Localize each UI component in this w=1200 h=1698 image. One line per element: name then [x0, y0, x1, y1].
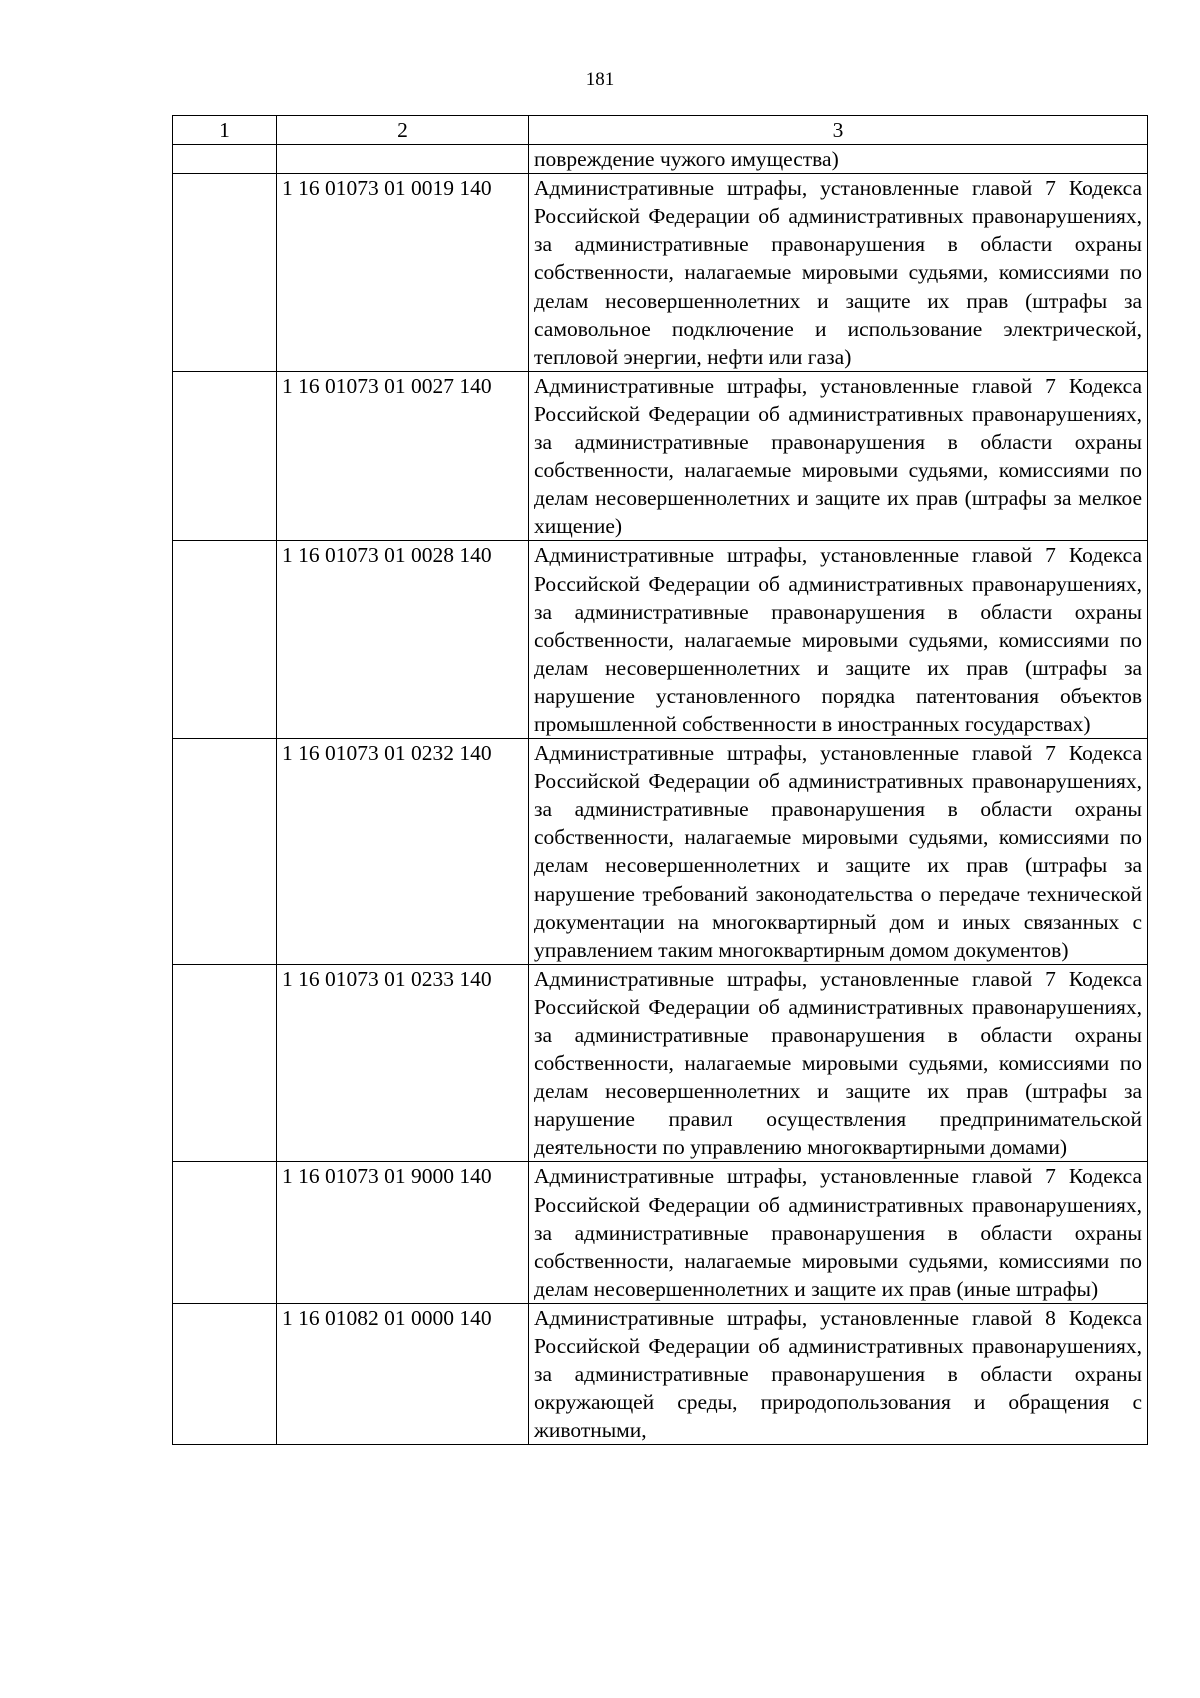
table-row: [173, 739, 1148, 965]
classification-code-cell: 1 16 01082 01 0000 140: [277, 1303, 529, 1444]
description-cell: Административные штрафы, установленные главой 7 Кодекса Российской Федерации об административных правонарушениях, за административные правонарушения в области охраны собственности, налагаемые мировыми судьями, комиссиями по делам несовершеннолетних и защите их прав (штрафы за нарушение требований законодательства о передаче технической документации на многоквартирный дом и иных связанных с управлением таким многоквартирным домом документов): [529, 739, 1148, 965]
description-cell: повреждение чужого имущества): [529, 145, 1148, 174]
row-col1-cell: [173, 371, 277, 541]
table-row: [173, 1162, 1148, 1303]
row-col1-cell: [173, 145, 277, 174]
table-header-row: [173, 116, 1148, 145]
budget-classification-table: [172, 115, 1148, 1445]
table-row: [173, 964, 1148, 1162]
classification-code-cell: 1 16 01073 01 0019 140: [277, 174, 529, 372]
table-row: [173, 1303, 1148, 1444]
table-row: [173, 371, 1148, 541]
header-cell-2: 2: [277, 116, 529, 145]
description-cell: Административные штрафы, установленные главой 8 Кодекса Российской Федерации об административных правонарушениях, за административные правонарушения в области охраны окружающей среды, природопользования и обращения с животными,: [529, 1303, 1148, 1444]
classification-code-cell: 1 16 01073 01 0027 140: [277, 371, 529, 541]
row-col1-cell: [173, 174, 277, 372]
table-row: [173, 174, 1148, 372]
row-col1-cell: [173, 541, 277, 739]
row-col1-cell: [173, 964, 277, 1162]
page-number: 181: [585, 69, 615, 90]
header-cell-1: 1: [173, 116, 277, 145]
row-col1-cell: [173, 1162, 277, 1303]
description-cell: Административные штрафы, установленные главой 7 Кодекса Российской Федерации об административных правонарушениях, за административные правонарушения в области охраны собственности, налагаемые мировыми судьями, комиссиями по делам несовершеннолетних и защите их прав (штрафы за нарушение правил осуществления предпринимательской деятельности по управлению многоквартирными домами): [529, 964, 1148, 1162]
description-cell: Административные штрафы, установленные главой 7 Кодекса Российской Федерации об административных правонарушениях, за административные правонарушения в области охраны собственности, налагаемые мировыми судьями, комиссиями по делам несовершеннолетних и защите их прав (штрафы за мелкое хищение): [529, 371, 1148, 541]
row-col1-cell: [173, 739, 277, 965]
header-cell-3: 3: [529, 116, 1148, 145]
description-cell: Административные штрафы, установленные главой 7 Кодекса Российской Федерации об административных правонарушениях, за административные правонарушения в области охраны собственности, налагаемые мировыми судьями, комиссиями по делам несовершеннолетних и защите их прав (иные штрафы): [529, 1162, 1148, 1303]
table-row: [173, 145, 1148, 174]
classification-code-cell: 1 16 01073 01 0232 140: [277, 739, 529, 965]
description-cell: Административные штрафы, установленные главой 7 Кодекса Российской Федерации об административных правонарушениях, за административные правонарушения в области охраны собственности, налагаемые мировыми судьями, комиссиями по делам несовершеннолетних и защите их прав (штрафы за самовольное подключение и использование электрической, тепловой энергии, нефти или газа): [529, 174, 1148, 372]
classification-code-cell: 1 16 01073 01 0233 140: [277, 964, 529, 1162]
classification-code-cell: [277, 145, 529, 174]
row-col1-cell: [173, 1303, 277, 1444]
classification-code-cell: 1 16 01073 01 9000 140: [277, 1162, 529, 1303]
table-row: [173, 541, 1148, 739]
description-cell: Административные штрафы, установленные главой 7 Кодекса Российской Федерации об административных правонарушениях, за административные правонарушения в области охраны собственности, налагаемые мировыми судьями, комиссиями по делам несовершеннолетних и защите их прав (штрафы за нарушение установленного порядка патентования объектов промышленной собственности в иностранных государствах): [529, 541, 1148, 739]
classification-code-cell: 1 16 01073 01 0028 140: [277, 541, 529, 739]
